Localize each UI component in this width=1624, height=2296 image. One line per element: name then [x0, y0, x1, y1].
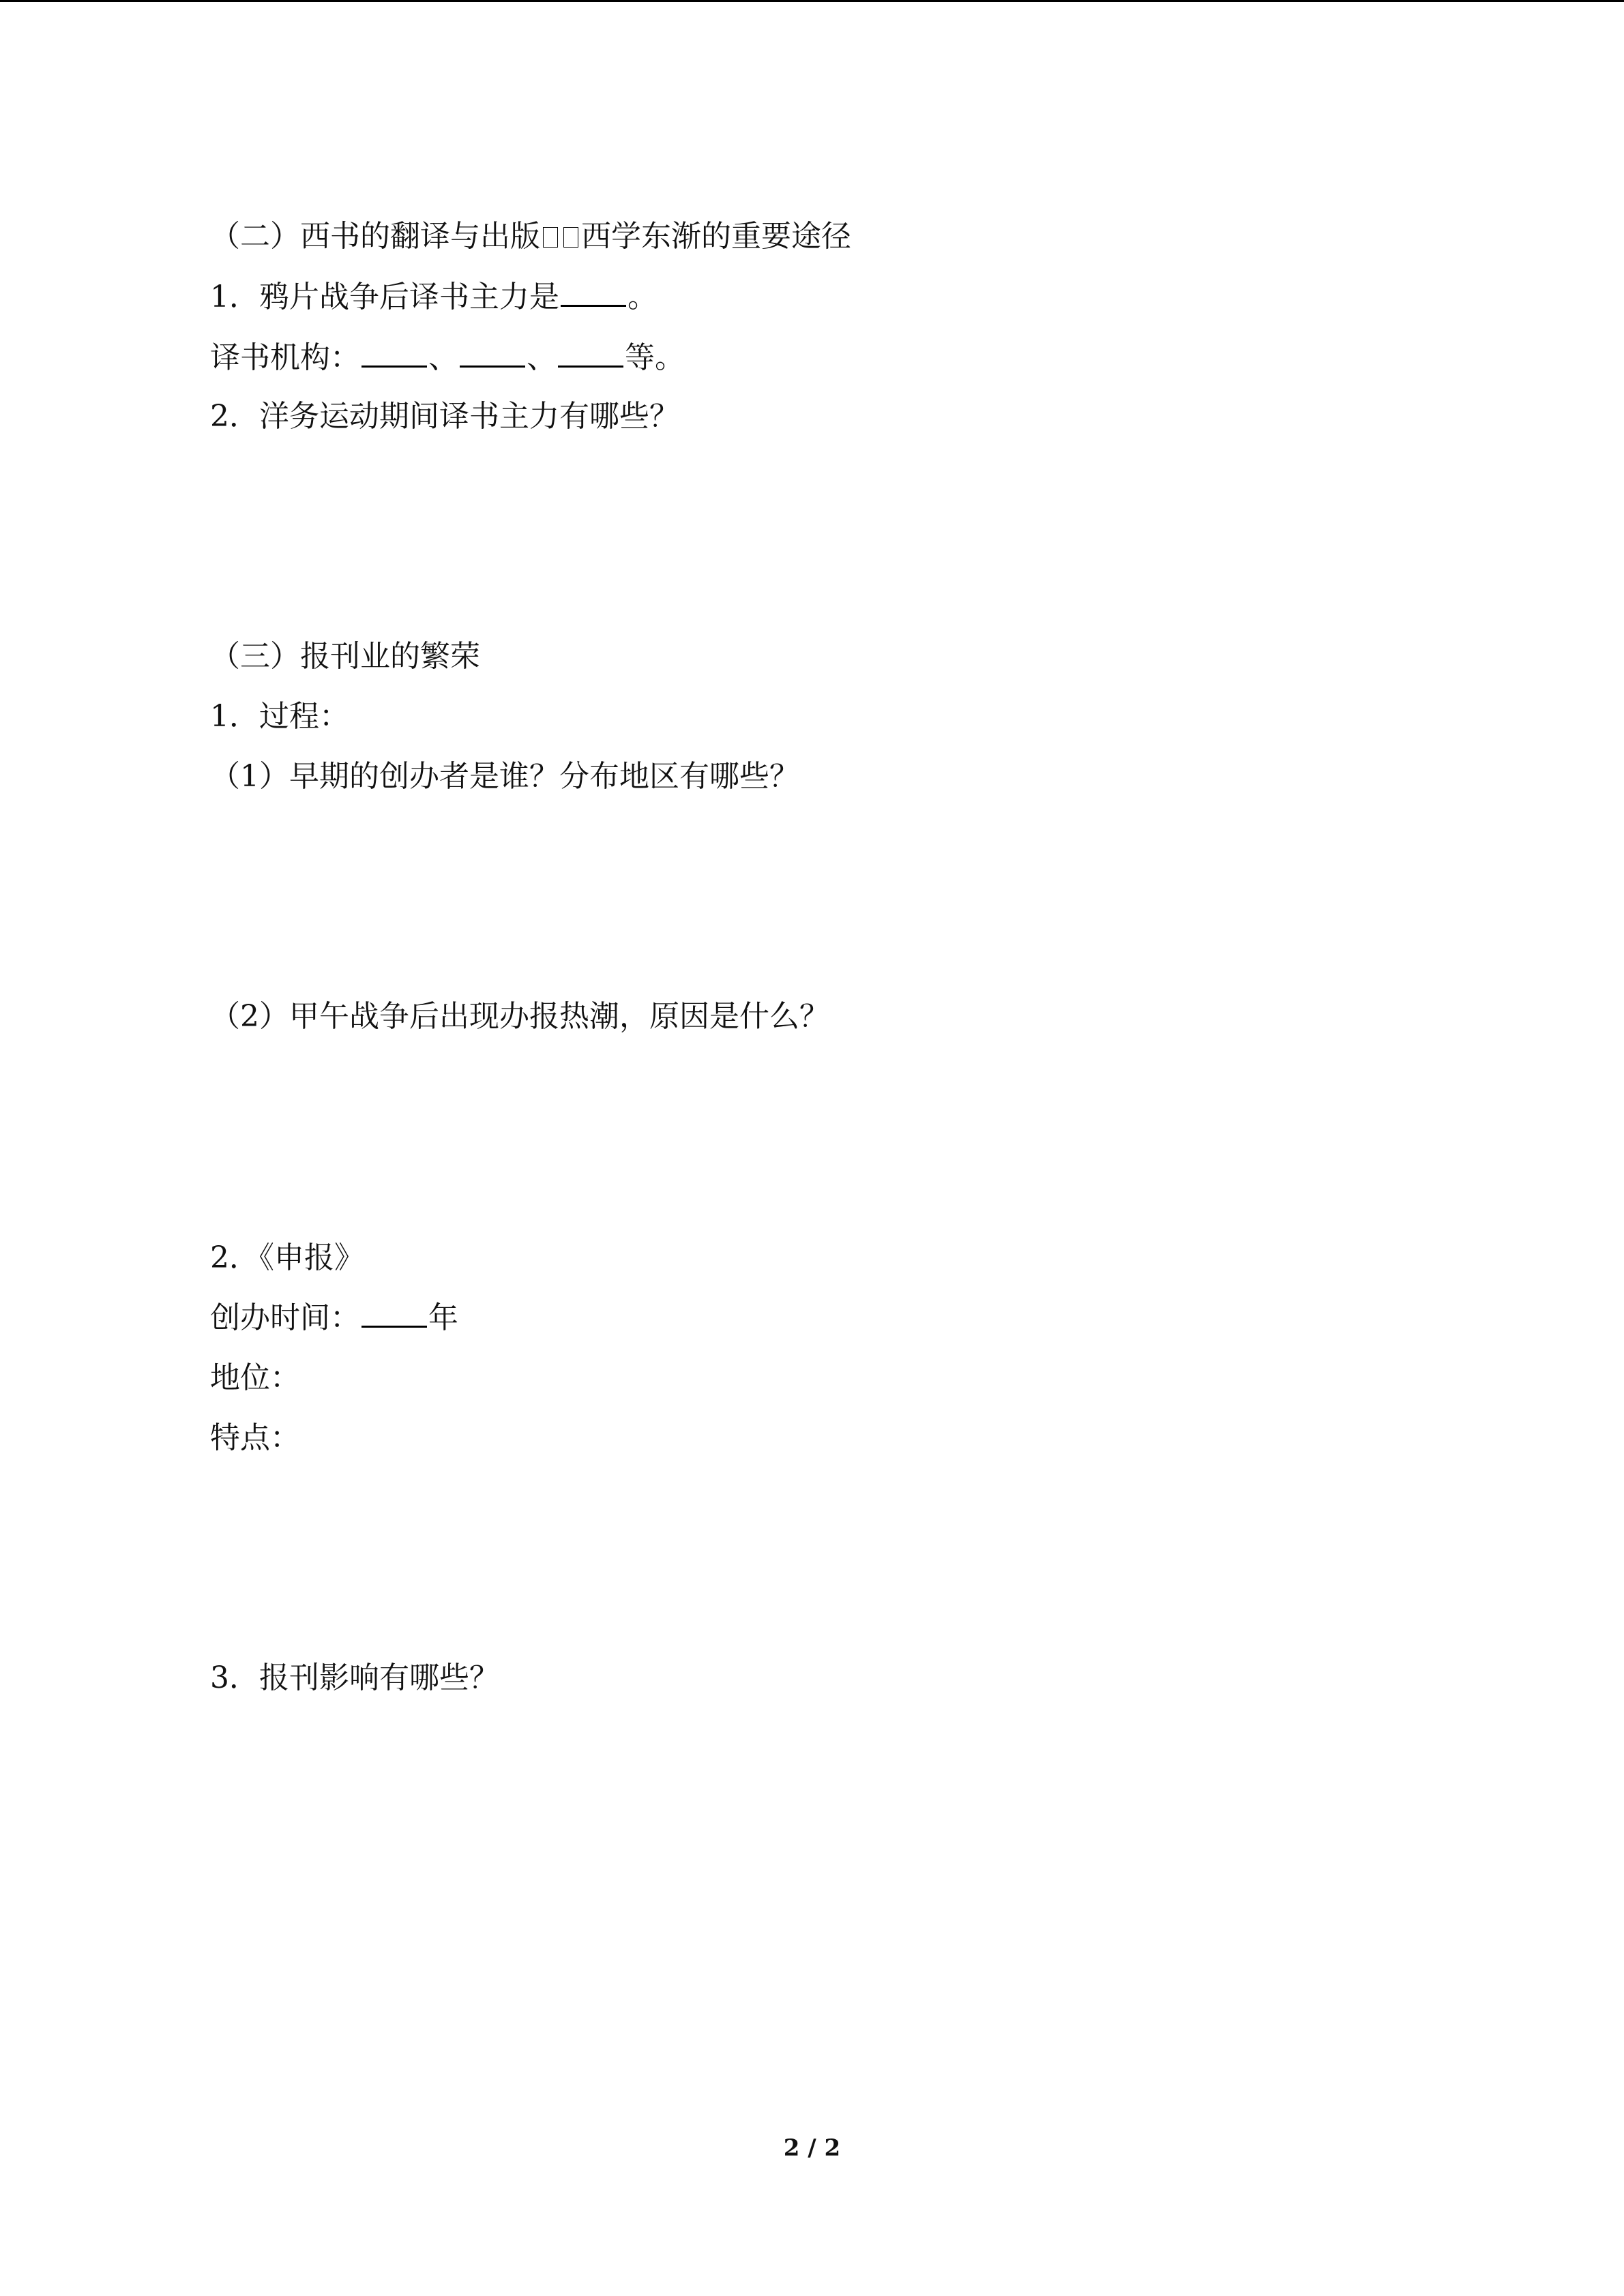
- sub-question-1: （1）早期的创办者是谁？分布地区有哪些？: [210, 759, 799, 794]
- missing-glyph-box: [543, 227, 558, 248]
- features-line: 特点：: [210, 1420, 300, 1455]
- fill-blank: [361, 340, 427, 368]
- section-2-heading: [210, 218, 851, 256]
- fill-blank: [460, 340, 525, 368]
- process-heading: 1．过程：: [210, 699, 349, 734]
- question-1-suffix: 。: [628, 280, 658, 314]
- missing-glyph-box: [563, 227, 578, 248]
- separator: 、: [428, 340, 458, 375]
- founded-time-line: [210, 1299, 458, 1337]
- section-2-heading-part-b: 西学东渐的重要途径: [581, 219, 851, 254]
- shenbao-heading: 2．《申报》: [210, 1240, 364, 1275]
- fill-blank: [361, 1300, 427, 1328]
- question-1-translators: [210, 278, 658, 316]
- translation-institutions-line: [210, 339, 685, 377]
- founded-time-suffix: 年: [428, 1300, 458, 1335]
- fill-blank: [558, 340, 623, 368]
- fill-blank: [561, 279, 626, 307]
- question-1-text: 1．鸦片战争后译书主力是: [210, 280, 559, 314]
- question-2-westernization: 2．洋务运动期间译书主力有哪些？: [210, 399, 679, 434]
- founded-time-label: 创办时间：: [210, 1300, 360, 1335]
- section-3-heading: （三）报刊业的繁荣: [210, 639, 480, 674]
- page-number: 2 / 2: [783, 2134, 841, 2162]
- separator: 、: [527, 340, 557, 375]
- institutions-suffix: 等。: [625, 340, 685, 375]
- question-3-impact: 3．报刊影响有哪些？: [210, 1660, 499, 1695]
- status-line: 地位：: [210, 1360, 300, 1395]
- sub-question-2: （2）甲午战争后出现办报热潮，原因是什么？: [210, 999, 829, 1034]
- section-2-heading-part-a: （二）西书的翻译与出版: [210, 219, 540, 254]
- institutions-label: 译书机构：: [210, 340, 360, 375]
